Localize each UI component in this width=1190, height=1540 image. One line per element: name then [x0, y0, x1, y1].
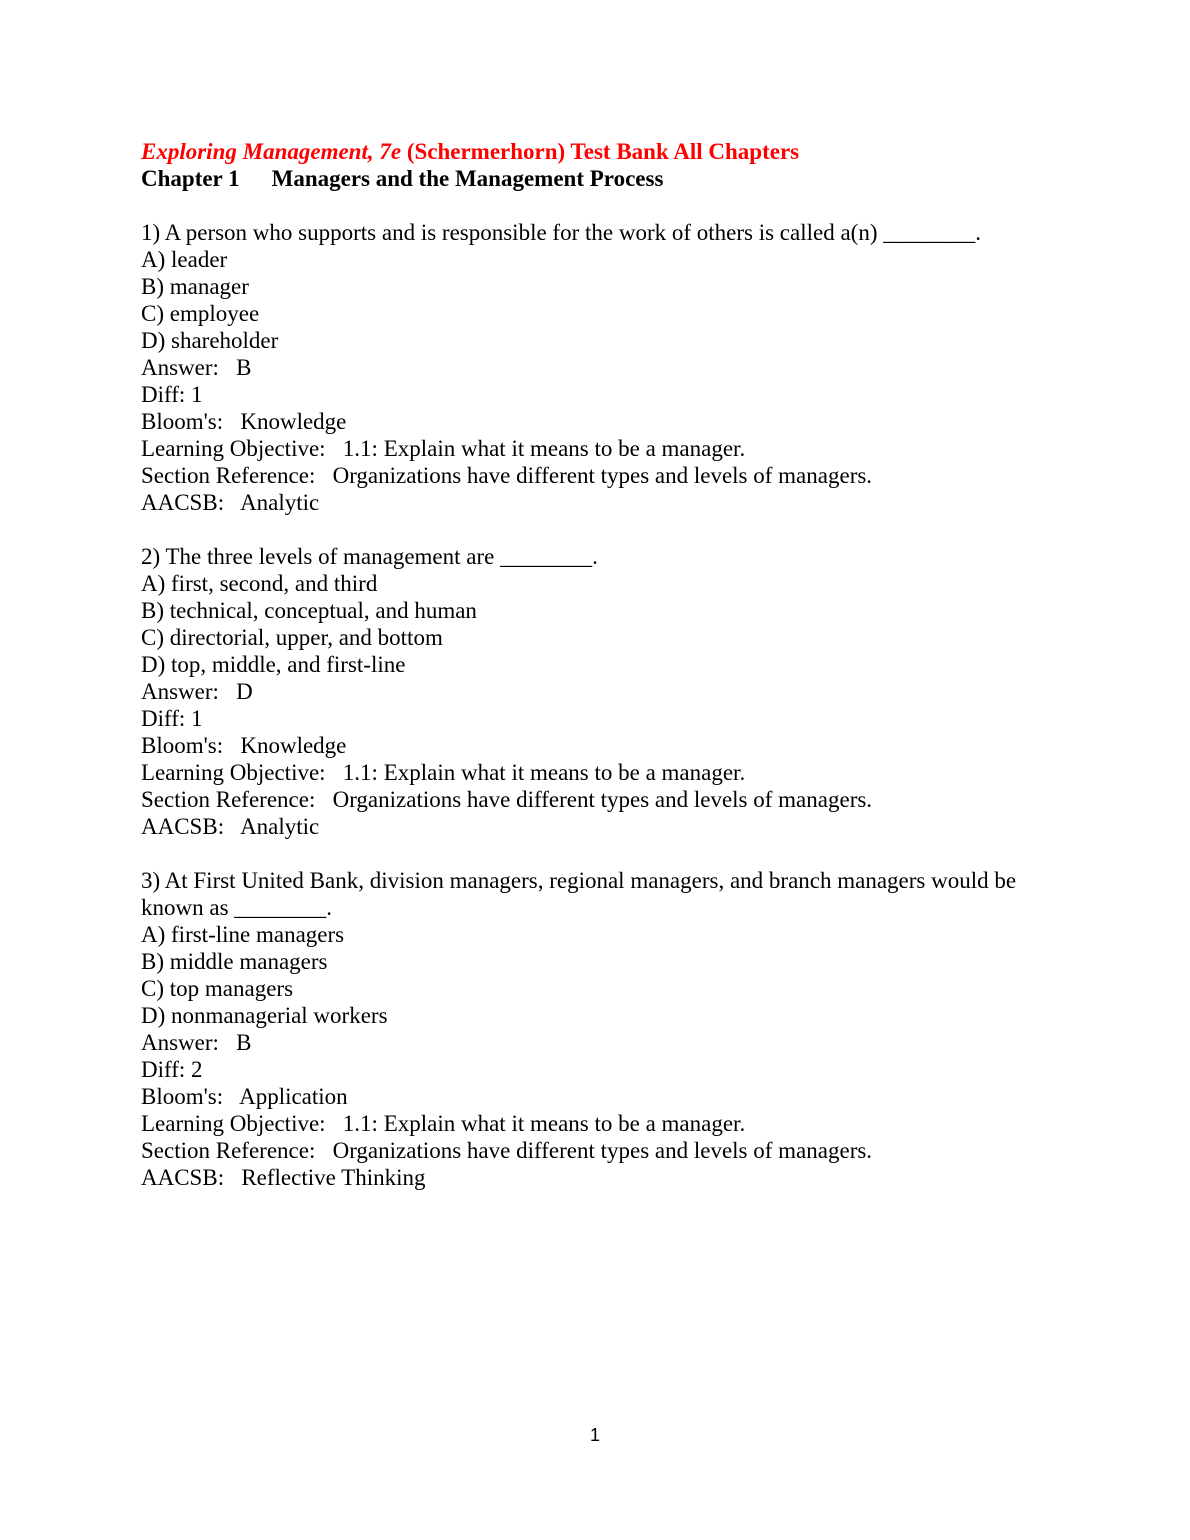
- question-block-2: [141, 543, 1048, 840]
- learning-objective-line: Learning Objective: 1.1: Explain what it means to be a manager.: [141, 1111, 746, 1136]
- aacsb-line: AACSB: Analytic: [141, 814, 320, 839]
- document-header: [141, 138, 1048, 192]
- diff-line: Diff: 2: [141, 1057, 203, 1082]
- choice-a: A) leader: [141, 247, 228, 272]
- chapter-label: Chapter 1: [141, 166, 240, 191]
- document-title-line: [141, 138, 1048, 165]
- question-block-1: [141, 219, 1048, 516]
- choice-b: B) manager: [141, 274, 249, 299]
- choice-a: A) first-line managers: [141, 922, 345, 947]
- choice-c: C) top managers: [141, 976, 294, 1001]
- section-reference-line: Section Reference: Organizations have different types and levels of managers.: [141, 463, 873, 488]
- learning-objective-line: Learning Objective: 1.1: Explain what it means to be a manager.: [141, 760, 746, 785]
- section-reference-line: Section Reference: Organizations have different types and levels of managers.: [141, 1138, 873, 1163]
- aacsb-line: AACSB: Analytic: [141, 490, 320, 515]
- answer-line: Answer: D: [141, 679, 253, 704]
- section-reference-line: Section Reference: Organizations have different types and levels of managers.: [141, 787, 873, 812]
- choice-a: A) first, second, and third: [141, 571, 378, 596]
- answer-line: Answer: B: [141, 355, 252, 380]
- choice-d: D) shareholder: [141, 328, 279, 353]
- page-number: 1: [589, 1425, 600, 1445]
- choice-c: C) directorial, upper, and bottom: [141, 625, 443, 650]
- question-stem: 2) The three levels of management are ________.: [141, 544, 598, 569]
- question-stem: 3) At First United Bank, division managers, regional managers, and branch managers would be known as ________.: [141, 868, 1022, 920]
- blooms-line: Bloom's: Knowledge: [141, 409, 347, 434]
- diff-line: Diff: 1: [141, 382, 203, 407]
- question-stem: 1) A person who supports and is responsible for the work of others is called a(n) ________.: [141, 220, 981, 245]
- question-block-3: [141, 867, 1048, 1191]
- chapter-title: Managers and the Management Process: [271, 166, 664, 191]
- chapter-heading: [141, 165, 1048, 192]
- aacsb-line: AACSB: Reflective Thinking: [141, 1165, 426, 1190]
- learning-objective-line: Learning Objective: 1.1: Explain what it means to be a manager.: [141, 436, 746, 461]
- blooms-line: Bloom's: Application: [141, 1084, 348, 1109]
- diff-line: Diff: 1: [141, 706, 203, 731]
- book-title-suffix: (Schermerhorn) Test Bank All Chapters: [401, 139, 800, 164]
- choice-b: B) technical, conceptual, and human: [141, 598, 477, 623]
- choice-d: D) nonmanagerial workers: [141, 1003, 388, 1028]
- choice-d: D) top, middle, and first-line: [141, 652, 406, 677]
- choice-b: B) middle managers: [141, 949, 328, 974]
- blooms-line: Bloom's: Knowledge: [141, 733, 347, 758]
- book-title: Exploring Management, 7e: [141, 139, 402, 164]
- choice-c: C) employee: [141, 301, 260, 326]
- answer-line: Answer: B: [141, 1030, 252, 1055]
